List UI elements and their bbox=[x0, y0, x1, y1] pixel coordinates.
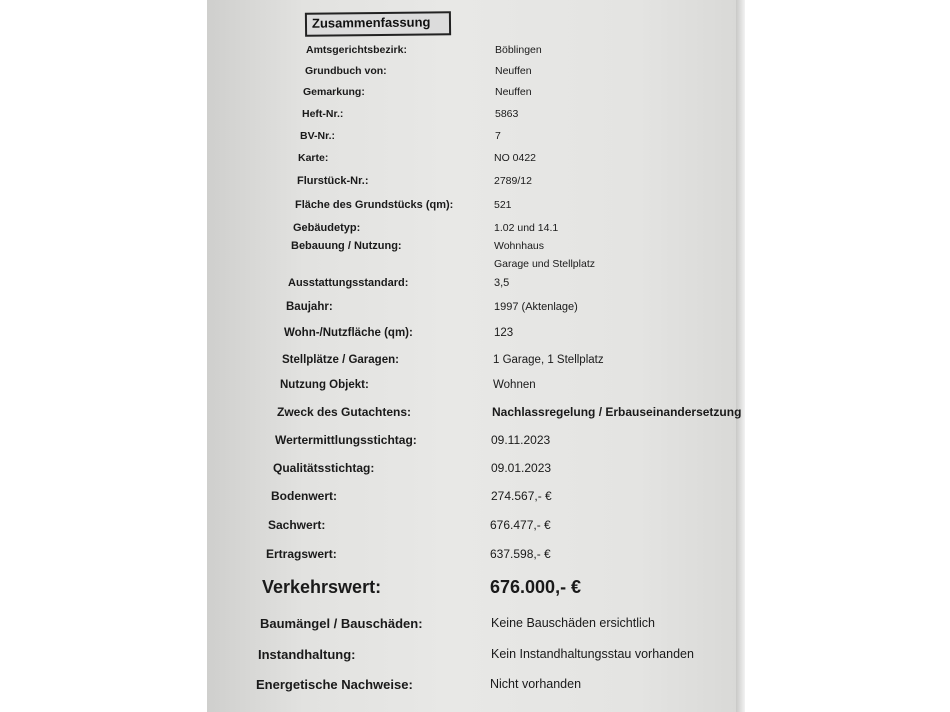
row-value: 5863 bbox=[495, 108, 519, 120]
row-label: Baumängel / Bauschäden: bbox=[260, 616, 423, 631]
row-label: Gebäudetyp: bbox=[293, 222, 361, 234]
row-label: Qualitätsstichtag: bbox=[273, 461, 375, 475]
row-value: Keine Bauschäden ersichtlich bbox=[491, 616, 655, 630]
row-value: 1.02 und 14.1 bbox=[494, 222, 559, 234]
row-value-line2: Garage und Stellplatz bbox=[494, 258, 595, 270]
row-value: NO 0422 bbox=[494, 152, 537, 164]
row-value: Nicht vorhanden bbox=[490, 677, 582, 691]
row-label: Heft-Nr.: bbox=[302, 108, 344, 120]
row-value: 521 bbox=[494, 199, 512, 211]
row-value: Wohnen bbox=[493, 379, 536, 391]
row-label: Wohn-/Nutzfläche (qm): bbox=[284, 327, 413, 339]
row-value: 637.598,- € bbox=[490, 547, 551, 561]
row-label: Fläche des Grundstücks (qm): bbox=[295, 199, 454, 211]
row-label: Flurstück-Nr.: bbox=[297, 175, 369, 187]
row-label: Sachwert: bbox=[268, 518, 326, 532]
row-label: Energetische Nachweise: bbox=[256, 677, 413, 692]
row-value: Kein Instandhaltungsstau vorhanden bbox=[491, 647, 694, 661]
row-label: Zweck des Gutachtens: bbox=[277, 405, 412, 419]
row-value: Neuffen bbox=[495, 65, 532, 77]
row-label: Ertragswert: bbox=[266, 547, 337, 561]
row-value: 123 bbox=[494, 327, 514, 339]
section-title: Zusammenfassung bbox=[311, 14, 431, 31]
row-label: Wertermittlungsstichtag: bbox=[275, 433, 417, 447]
row-value: 3,5 bbox=[494, 277, 510, 289]
section-title-box bbox=[305, 11, 451, 37]
row-value: 1 Garage, 1 Stellplatz bbox=[493, 354, 604, 366]
row-label: BV-Nr.: bbox=[300, 130, 336, 142]
row-label: Ausstattungsstandard: bbox=[288, 277, 409, 289]
row-label: Nutzung Objekt: bbox=[280, 379, 369, 391]
row-value: Wohnhaus bbox=[494, 240, 545, 252]
row-label: Karte: bbox=[298, 152, 329, 164]
row-label: Amtsgerichtsbezirk: bbox=[306, 44, 407, 56]
row-value: Nachlassregelung / Erbauseinandersetzung bbox=[492, 405, 742, 419]
row-label: Baujahr: bbox=[286, 301, 333, 313]
row-label: Stellplätze / Garagen: bbox=[282, 354, 399, 366]
row-label: Gemarkung: bbox=[303, 86, 365, 98]
row-value: Böblingen bbox=[495, 44, 542, 56]
row-value: 676.000,- € bbox=[490, 577, 582, 597]
row-value: 7 bbox=[495, 130, 501, 142]
row-label: Bebauung / Nutzung: bbox=[291, 240, 402, 252]
row-value: 1997 (Aktenlage) bbox=[494, 301, 578, 313]
row-value: 274.567,- € bbox=[491, 489, 552, 503]
row-label: Verkehrswert: bbox=[262, 577, 382, 597]
row-value: 09.01.2023 bbox=[491, 461, 552, 475]
row-label: Instandhaltung: bbox=[258, 647, 356, 662]
row-value: 09.11.2023 bbox=[491, 433, 551, 447]
page-edge bbox=[736, 0, 745, 712]
row-label: Grundbuch von: bbox=[305, 65, 387, 77]
row-value: 2789/12 bbox=[494, 175, 532, 187]
row-value: Neuffen bbox=[495, 86, 532, 98]
row-label: Bodenwert: bbox=[271, 489, 337, 503]
row-value: 676.477,- € bbox=[490, 518, 551, 532]
